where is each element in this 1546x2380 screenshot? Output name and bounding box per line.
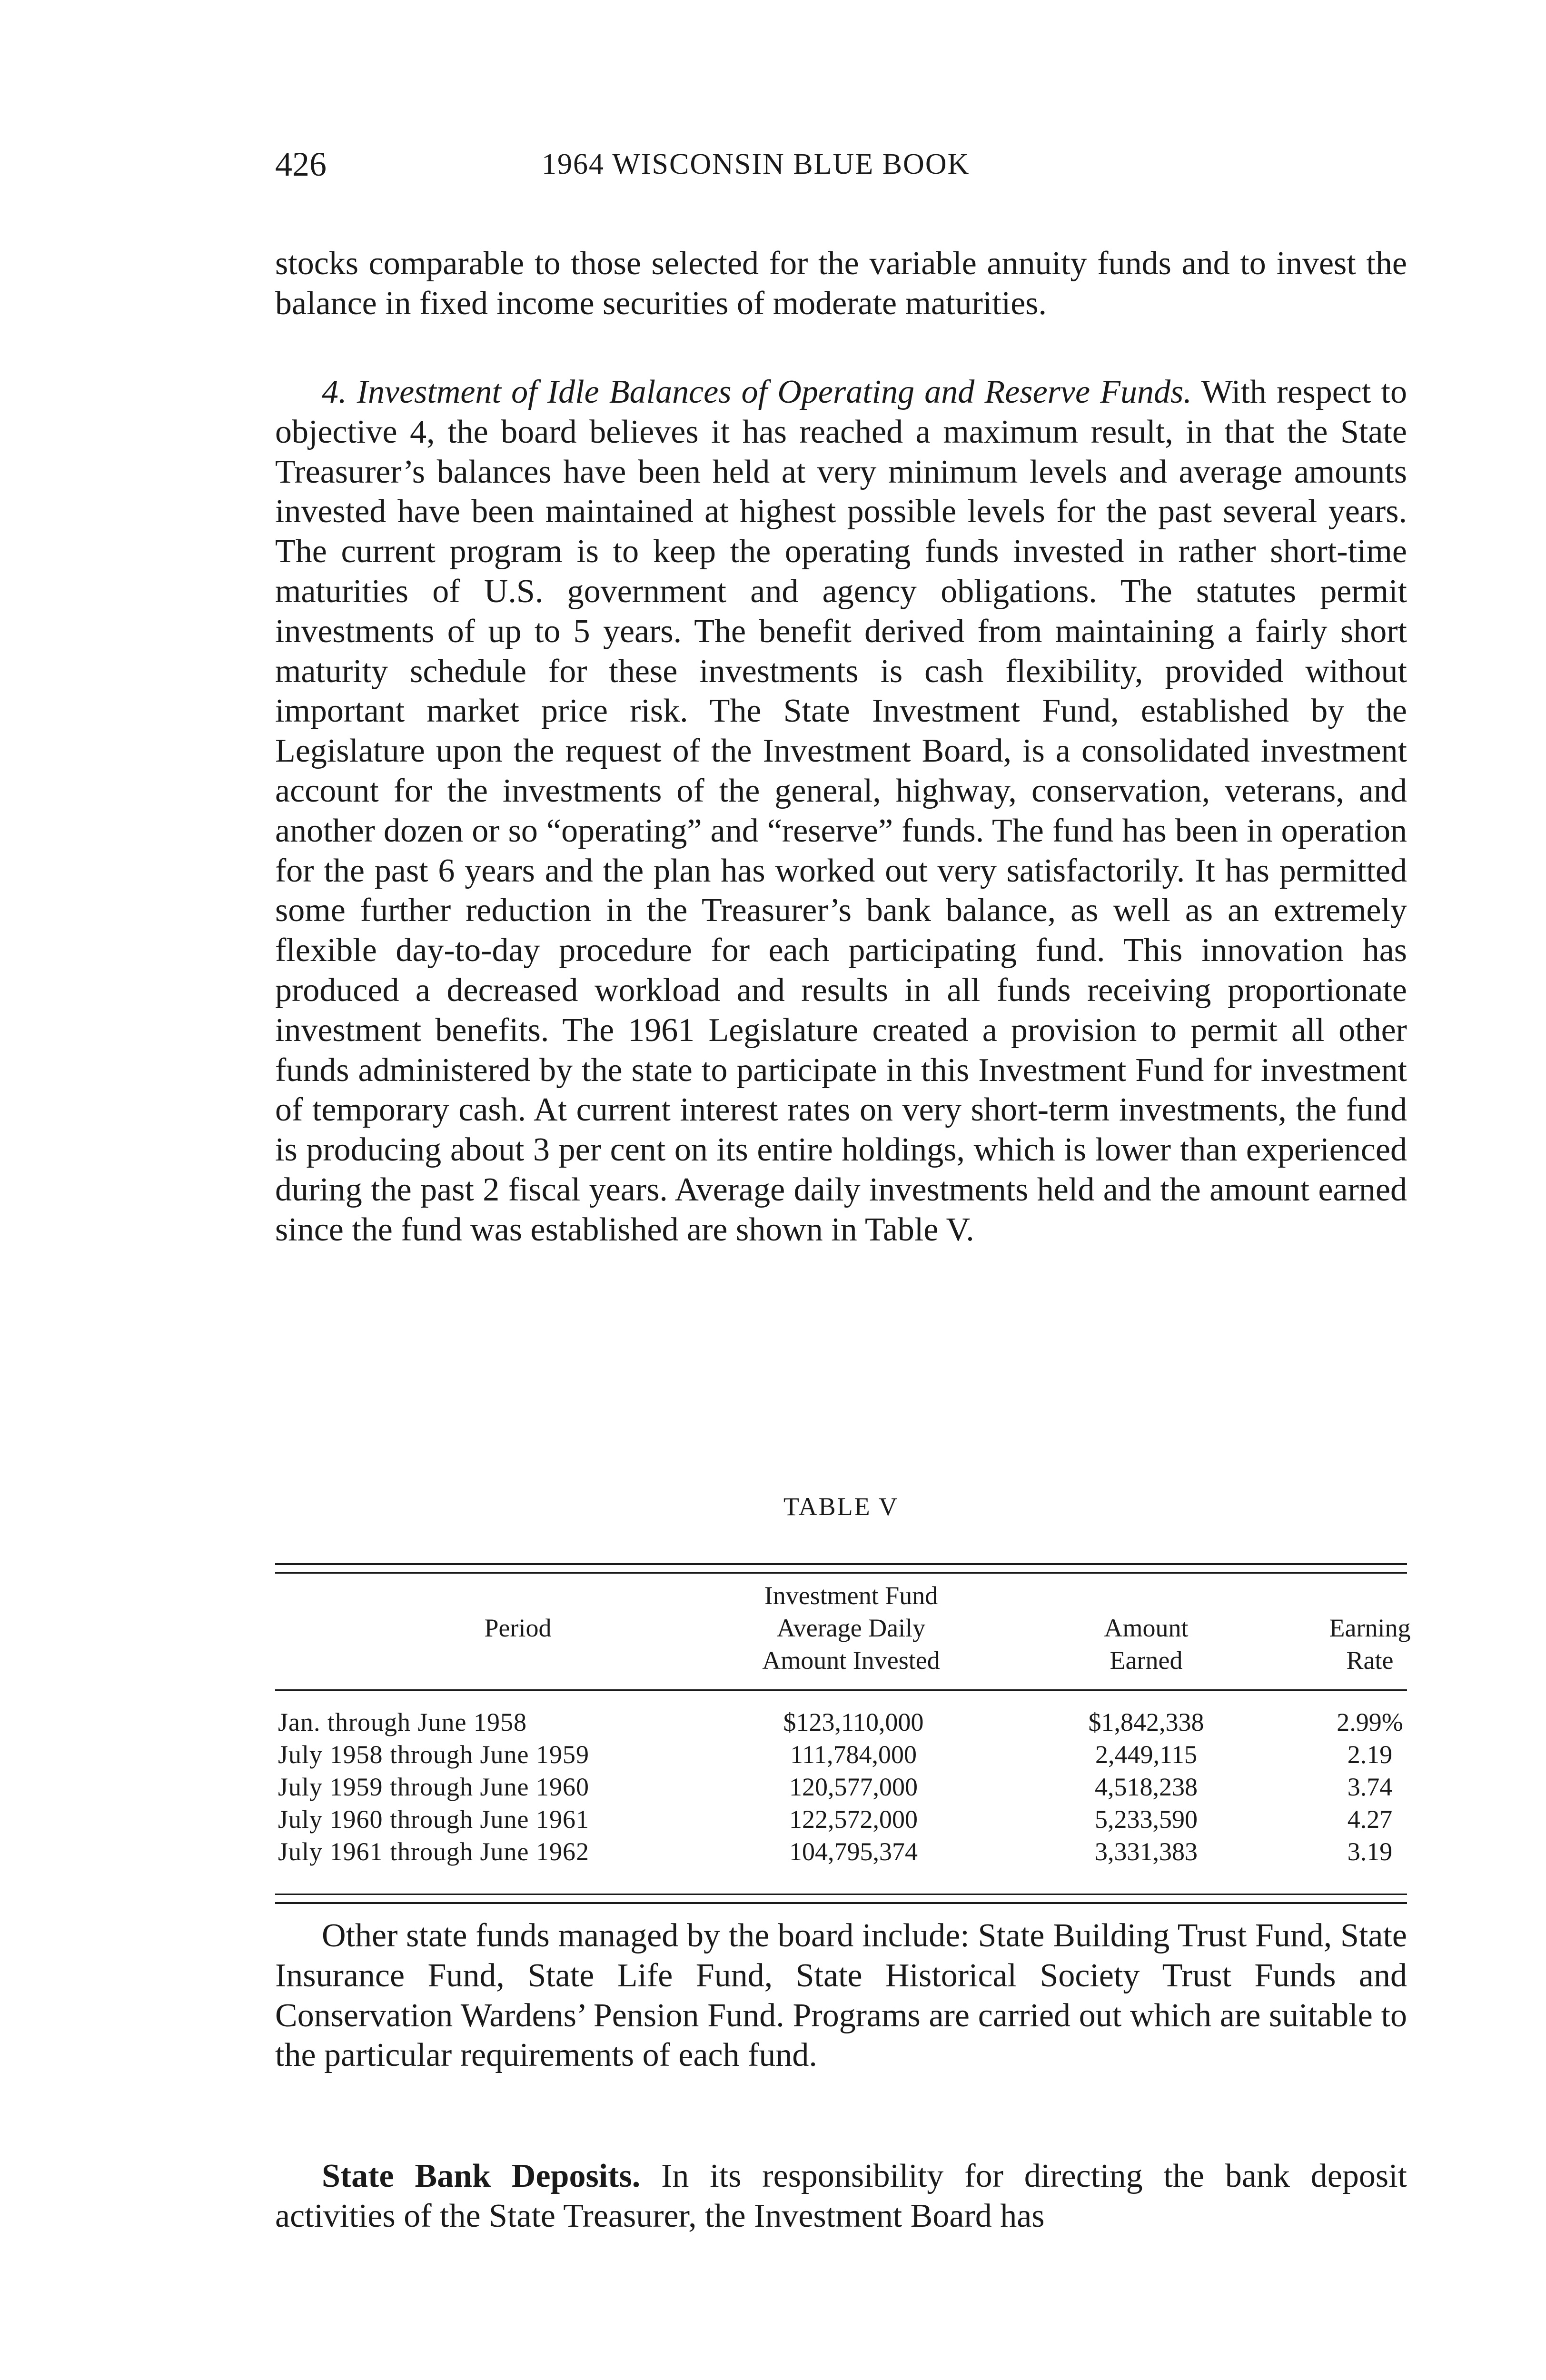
- cell-rate: 3.19: [1347, 1837, 1393, 1866]
- cell-rate: 2.19: [1347, 1740, 1393, 1769]
- page-header: [275, 143, 1408, 186]
- table-row: [275, 1706, 1407, 1738]
- table-caption: TABLE V: [783, 1492, 899, 1521]
- cell-invested: 111,784,000: [790, 1740, 917, 1769]
- paragraph-text: Other state funds managed by the board include: State Building Trust Fund, State Insurance Fund, State Life Fund, State Historical Society Trust Funds and Conservation Wardens’ Pension Fund. Programs are carried out which are suitable to the particular requirements of each fund.: [275, 1917, 1407, 2074]
- cell-rate: 2.99%: [1337, 1708, 1403, 1736]
- cell-rate: 4.27: [1347, 1805, 1393, 1834]
- paragraph-text: With respect to objective 4, the board believes it has reached a maximum result, in that the State Treasurer’s balances have been held at very minimum levels and average amounts invested have been maintained at highest possible levels for the past several years. The current program is to keep the operating funds invested in rather short-time maturities of U.S. government and agency obligations. The statutes permit investments of up to 5 years. The benefit derived from maintaining a fairly short maturity schedule for these investments is cash flexibility, provided without important market price risk. The State Investment Fund, established by the Legislature upon the request of the Investment Board, is a consolidated investment account for the investments of the general, highway, conservation, veterans, and another dozen or so “operating” and “reserve” funds. The fund has been in operation for the past 6 years and the plan has worked out very satisfactorily. It has permitted some further reduction in the Treasurer’s bank balance, as well as an extremely flexible day-to-day procedure for each participating fund. This innovation has produced a decreased workload and results in all funds receiving proportionate investment benefits. The 1961 Legislature created a provision to permit all other funds administered by the state to participate in this Investment Fund for investment of temporary cash. At current interest rates on very short-term investments, the fund is producing about 3 per cent on its entire holdings, which is lower than experienced during the past 2 fiscal years. Average daily investments held and the amount earned since the fund was established are shown in Table V.: [275, 374, 1407, 1248]
- paragraph-other-funds: [275, 1916, 1407, 2075]
- cell-earned: 3,331,383: [1095, 1837, 1198, 1866]
- table-row: [275, 1835, 1407, 1868]
- cell-invested: $123,110,000: [783, 1708, 924, 1736]
- table-header: [275, 1579, 1411, 1684]
- column-header-period: Period: [484, 1614, 552, 1642]
- table-top-rule-inner: [275, 1572, 1407, 1574]
- paragraph-idle-balances: [275, 372, 1407, 1250]
- table-header-rule: [275, 1689, 1407, 1691]
- cell-period: July 1960 through June 1961: [278, 1805, 589, 1834]
- column-header-earned: Amount Earned: [1104, 1614, 1189, 1675]
- table-top-rule: [275, 1563, 1407, 1565]
- paragraph-text: In its responsibility for directing the bank deposit activities of the State Treasurer, the Investment Board has: [275, 2158, 1407, 2234]
- paragraph-heading: State Bank Deposits.: [322, 2158, 641, 2194]
- running-head: 1964 WISCONSIN BLUE BOOK: [542, 148, 970, 180]
- cell-earned: 2,449,115: [1095, 1740, 1197, 1769]
- column-header-rate: Earning Rate: [1329, 1614, 1411, 1675]
- cell-invested: 104,795,374: [789, 1837, 918, 1866]
- table-body: [275, 1706, 1407, 1868]
- cell-invested: 122,572,000: [789, 1805, 918, 1834]
- table-row: [275, 1771, 1407, 1803]
- cell-rate: 3.74: [1347, 1773, 1393, 1801]
- paragraph-heading: 4. Investment of Idle Balances of Operating and Reserve Funds.: [322, 374, 1192, 410]
- cell-period: July 1961 through June 1962: [278, 1837, 589, 1866]
- paragraph-continuation: [275, 244, 1407, 324]
- table-bottom-rule: [275, 1894, 1407, 1895]
- cell-earned: 4,518,238: [1095, 1773, 1198, 1801]
- cell-period: Jan. through June 1958: [278, 1708, 527, 1736]
- cell-invested: 120,577,000: [789, 1773, 918, 1801]
- cell-earned: $1,842,338: [1088, 1708, 1204, 1736]
- table-bottom-rule-outer: [275, 1902, 1407, 1904]
- page-number: 426: [275, 145, 327, 183]
- cell-period: July 1958 through June 1959: [278, 1740, 589, 1769]
- table-row: [275, 1803, 1407, 1835]
- paragraph-text: stocks comparable to those selected for the variable annuity funds and to invest the balance in fixed income securities of moderate maturities.: [275, 245, 1407, 322]
- cell-earned: 5,233,590: [1095, 1805, 1198, 1834]
- cell-period: July 1959 through June 1960: [278, 1773, 589, 1801]
- paragraph-bank-deposits: [275, 2156, 1407, 2236]
- table-row: [275, 1738, 1407, 1771]
- column-header-invested: Investment Fund Average Daily Amount Invested: [762, 1581, 940, 1675]
